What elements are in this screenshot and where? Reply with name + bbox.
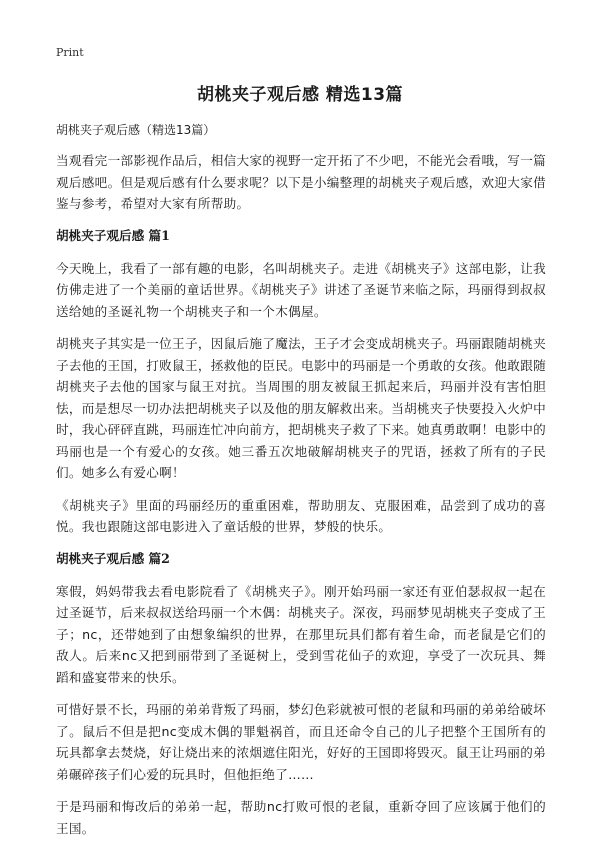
print-label: Print: [56, 46, 84, 59]
section-paragraph: 可惜好景不长，玛丽的弟弟背叛了玛丽，梦幻色彩就被可恨的老鼠和玛丽的弟弟给破坏了。鼠后不但是把nc变成木偶的罪魁祸首，而且还命令自己的儿子把整个王国所有的玩具都拿去焚烧，好让烧出来的浓烟遮住阳光，好好的王国即将毁灭。鼠王让玛丽的弟弟碾碎孩子们心爱的玩具时，但他拒绝了……: [56, 702, 546, 782]
document-title: 胡桃夹子观后感 精选13篇: [196, 85, 404, 105]
intro-paragraph: 当观看完一部影视作品后，相信大家的视野一定开拓了不少吧，不能光会看哦，写一篇观后感吧。但是观后感有什么要求呢？以下是小编整理的胡桃夹子观后感，欢迎大家借鉴与参考，希望对大家有所帮助。: [56, 153, 546, 211]
section-paragraph: 寒假，妈妈带我去看电影院看了《胡桃夹子》。刚开始玛丽一家还有亚伯瑟叔叔一起在过圣诞节，后来叔叔送给玛丽一个木偶：胡桃夹子。深夜，玛丽梦见胡桃夹子变成了王子；nc，还带她到了由想象编织的世界，在那里玩具们都有着生命，而老鼠是它们的敌人。后来nc又把到丽带到了圣诞树上，受到雪花仙子的欢迎，享受了一次玩具、舞蹈和盛宴带来的快乐。: [56, 583, 546, 685]
document-body: [56, 121, 546, 850]
document-subtitle: 胡桃夹子观后感（精选13篇）: [56, 123, 216, 137]
section-heading: 胡桃夹子观后感 篇1: [56, 227, 170, 243]
section-heading: 胡桃夹子观后感 篇2: [56, 550, 170, 566]
section-paragraph: 胡桃夹子其实是一位王子，因鼠后施了魔法，王子才会变成胡桃夹子。玛丽跟随胡桃夹子去他的王国，打败鼠王，拯救他的臣民。电影中的玛丽是一个勇敢的女孩。他敢跟随胡桃夹子去他的国家与鼠王对抗。当周围的朋友被鼠王抓起来后，玛丽并没有害怕胆怯，而是想尽一切办法把胡桃夹子以及他的朋友解救出来。当胡桃夹子快要投入火炉中时，我心砰砰直跳，玛丽连忙冲向前方，把胡桃夹子救了下来。她真勇敢啊！电影中的玛丽也是一个有爱心的女孩。她三番五次地破解胡桃夹子的咒语，拯救了所有的子民们。她多么有爱心啊！: [56, 336, 546, 480]
section-paragraph: 今天晚上，我看了一部有趣的电影，名叫胡桃夹子。走进《胡桃夹子》这部电影，让我仿佛走进了一个美丽的童话世界。《胡桃夹子》讲述了圣诞节来临之际，玛丽得到叔叔送给她的圣诞礼物一个胡桃夹子和一个木偶屋。: [56, 260, 546, 319]
section-paragraph: 于是玛丽和悔改后的弟弟一起，帮助nc打败可恨的老鼠，重新夺回了应该属于他们的王国。: [56, 799, 546, 836]
section-paragraph: 《胡桃夹子》里面的玛丽经历的重重困难，帮助朋友、克服困难，品尝到了成功的喜悦。我也跟随这部电影进入了童话般的世界，梦般的快乐。: [56, 497, 546, 534]
